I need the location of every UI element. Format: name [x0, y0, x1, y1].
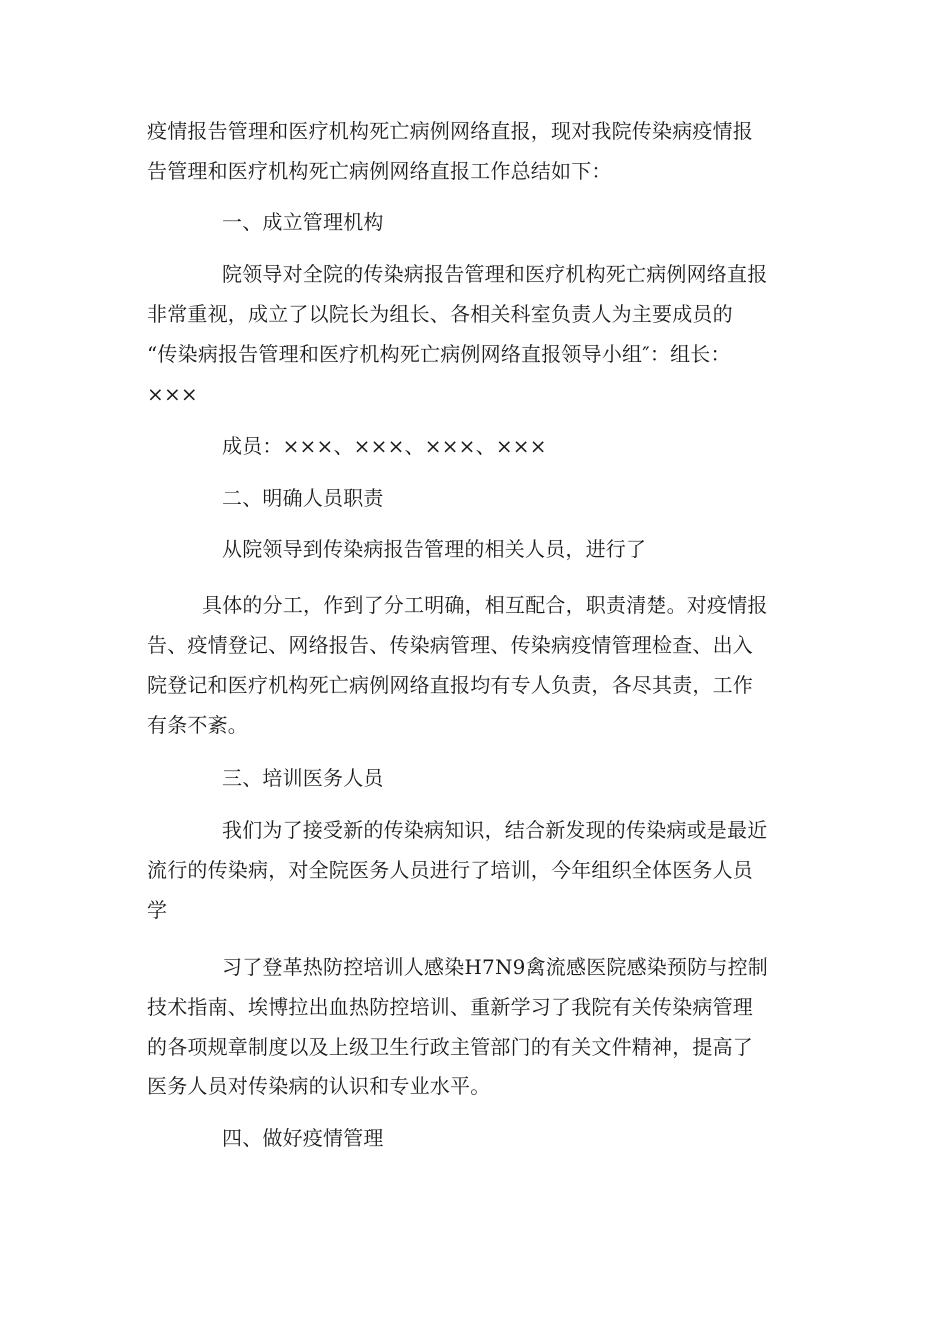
text-line-s3-2: 流行的传染病，对全院医务人员进行了培训，今年组织全体医务人员 [147, 858, 753, 882]
section-heading-1: 一、成立管理机构 [222, 210, 384, 234]
text-line-intro-1: 疫情报告管理和医疗机构死亡病例网络直报，现对我院传染病疫情报 [147, 119, 753, 143]
text-line-s1-4: ××× [147, 382, 198, 406]
text-line-s3-3: 学 [147, 898, 168, 922]
text-line-s1-1: 院领导对全院的传染病报告管理和医疗机构死亡病例网络直报 [222, 262, 768, 286]
text-line-s3-4: 习了登革热防控培训人感染H7N9禽流感医院感染预防与控制 [222, 955, 768, 979]
text-line-s3-1: 我们为了接受新的传染病知识，结合新发现的传染病或是最近 [222, 818, 768, 842]
text-line-intro-2: 告管理和医疗机构死亡病例网络直报工作总结如下： [147, 159, 612, 183]
text-line-s2-5: 有条不紊。 [147, 713, 248, 737]
text-line-s2-2: 具体的分工，作到了分工明确，相互配合，职责清楚。对疫情报 [202, 593, 768, 617]
text-line-s3-6: 的各项规章制度以及上级卫生行政主管部门的有关文件精神，提高了 [147, 1035, 753, 1059]
text-line-s2-4: 院登记和医疗机构死亡病例网络直报均有专人负责，各尽其责，工作 [147, 673, 753, 697]
text-line-s2-1: 从院领导到传染病报告管理的相关人员，进行了 [222, 537, 647, 561]
section-heading-4: 四、做好疫情管理 [222, 1126, 384, 1150]
text-line-s2-3: 告、疫情登记、网络报告、传染病管理、传染病疫情管理检查、出入 [147, 633, 753, 657]
section-heading-3: 三、培训医务人员 [222, 766, 384, 790]
text-line-members: 成员：×××、×××、×××、××× [222, 434, 547, 458]
text-line-s1-2: 非常重视，成立了以院长为组长、各相关科室负责人为主要成员的 [147, 302, 733, 326]
text-line-s1-3: “传染病报告管理和医疗机构死亡病例网络直报领导小组″：组长： [147, 342, 731, 366]
text-line-s3-5: 技术指南、埃博拉出血热防控培训、重新学习了我院有关传染病管理 [147, 995, 753, 1019]
text-line-s3-7: 医务人员对传染病的认识和专业水平。 [147, 1074, 491, 1098]
section-heading-2: 二、明确人员职责 [222, 486, 384, 510]
